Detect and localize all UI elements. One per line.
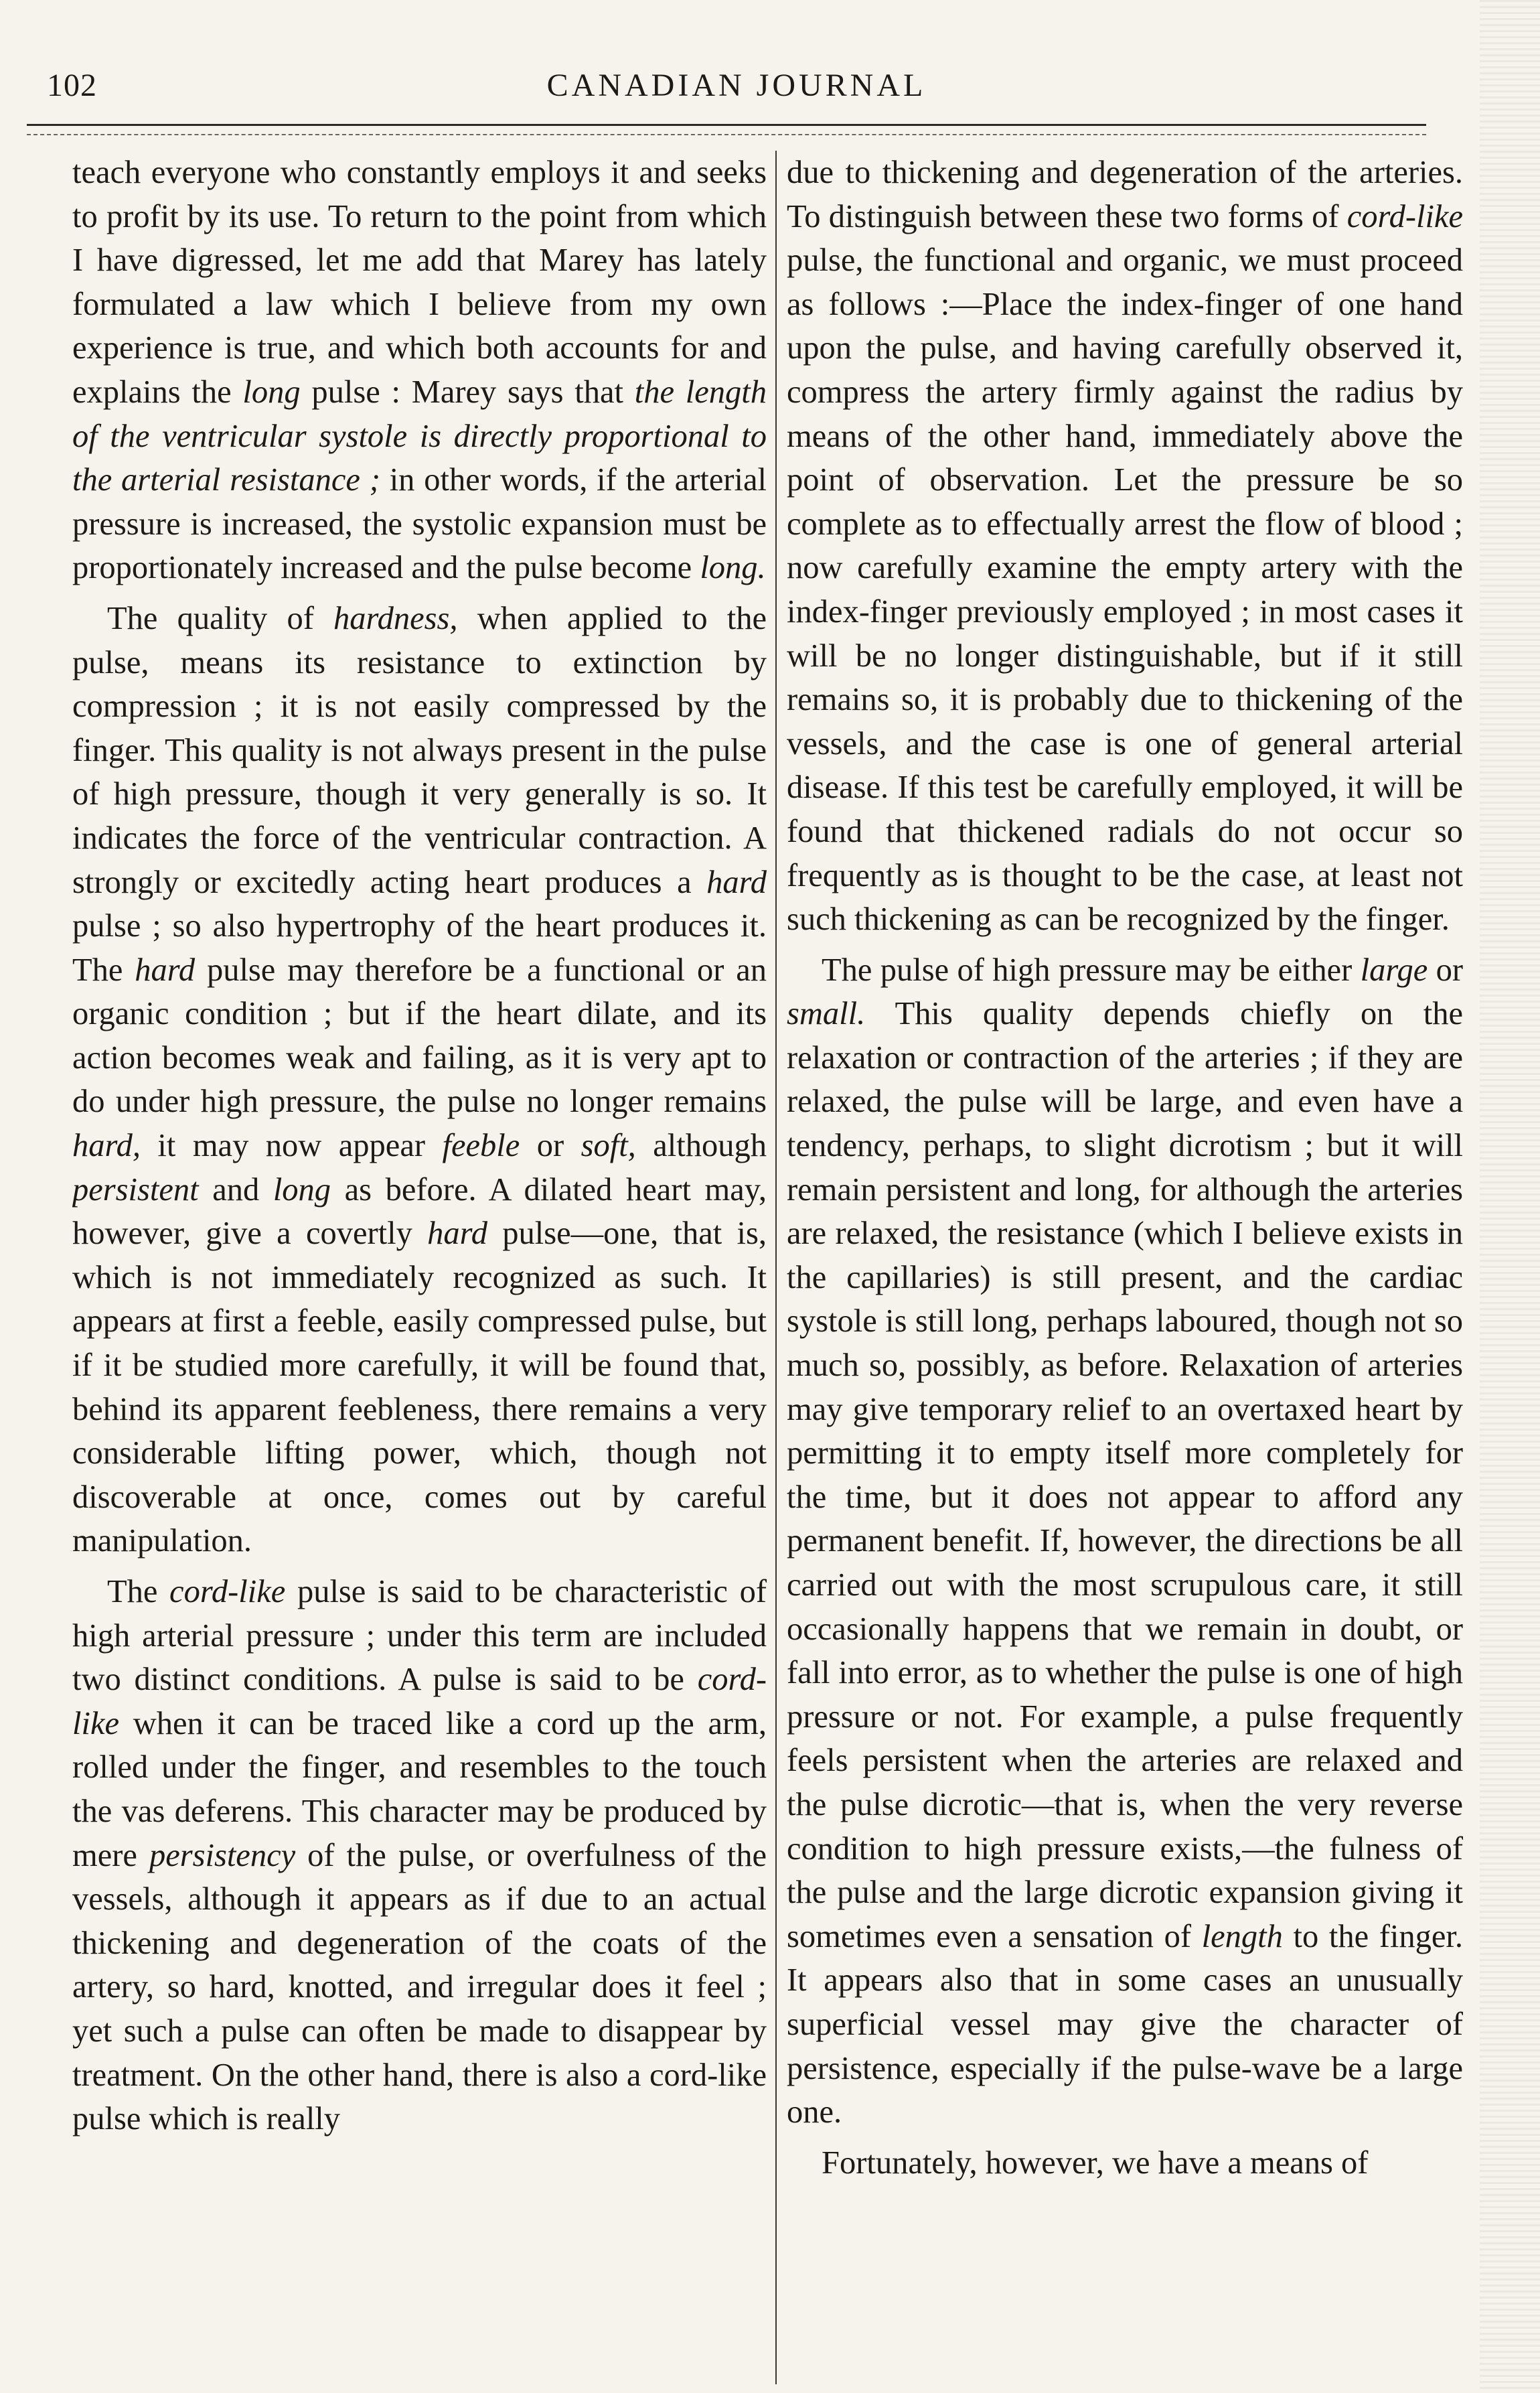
header-rule xyxy=(27,124,1426,126)
running-head: CANADIAN JOURNAL xyxy=(546,68,927,103)
left-paragraph-3: The cord-like pulse is said to be characteristic of high arterial pressure ; under this term are included two distinct conditions. A pulse is said to be cord-like when it can be traced like a cord up the arm, rolled under the finger, and resembles to the touch the vas deferens. This character may be produced by mere persistency of the pulse, or overfulness of the vessels, although it appears as if due to an actual thickening and degeneration of the coats of the artery, so hard, knotted, and irregular does it feel ; yet such a pulse can often be made to disappear by treatment. On the other hand, there is also a cord-like pulse which is really xyxy=(72,1574,767,2137)
page-header xyxy=(47,60,1426,127)
left-column xyxy=(72,151,767,2374)
right-paragraph-3: Fortunately, however, we have a means of xyxy=(822,2145,1369,2181)
page-number: 102 xyxy=(47,68,97,103)
right-paragraph-2: The pulse of high pressure may be either large or small. This quality depends chiefly on the relaxation or contraction of the arteries ; if they are relaxed, the pulse will be large, and even have a tendency, perhaps, to slight dicrotism ; but it will remain persistent and long, for although the arteries are relaxed, the resistance (which I believe exists in the capillaries) is still present, and the cardiac systole is still long, perhaps laboured, though not so much so, possibly, as before. Relaxation of arteries may give temporary relief to an overtaxed heart by permitting it to empty itself more completely for the time, but it does not appear to afford any permanent benefit. If, however, the directions be all carried out with the most scrupulous care, it still occasionally happens that we remain in doubt, or fall into error, as to whether the pulse is one of high pressure or not. For example, a pulse frequently feels persistent when the arteries are relaxed and the pulse dicrotic—that is, when the very reverse condition to high pressure exists,—the fulness of the pulse and the large dicrotic expansion giving it sometimes even a sensation of length to the finger. It appears also that in some cases an unusually superficial vessel may give the character of persistence, especially if the pulse-wave be a large one. xyxy=(787,952,1463,2130)
left-paragraph-1: teach everyone who constantly employs it and seeks to profit by its use. To return to the point from which I have digressed, let me add that Marey has lately formulated a law which I believe from my own experience is true, and which both accounts for and explains the long pulse : Marey says that the length of the ventricular systole is directly proportional to the arterial resistance ; in other words, if the arterial pressure is increased, the systolic expansion must be proportionately increased and the pulse become long. xyxy=(72,155,767,586)
header-rule-dashed xyxy=(27,134,1426,135)
right-column xyxy=(787,151,1463,2374)
right-paragraph-1: due to thickening and degeneration of the arteries. To distinguish between these two forms of cord-like pulse, the functional and organic, we must proceed as follows :—Place the index-finger of one hand upon the pulse, and having carefully observed it, compress the artery firmly against the radius by means of the other hand, immediately above the point of observation. Let the pressure be so complete as to effectually arrest the flow of blood ; now carefully examine the empty artery with the index-finger previously employed ; in most cases it will be no longer distinguishable, but if it still remains so, it is probably due to thickening of the vessels, and the case is one of general arterial disease. If this test be carefully employed, it will be found that thickened radials do not occur so frequently as is thought to be the case, at least not such thickening as can be recognized by the finger. xyxy=(787,155,1463,938)
column-divider xyxy=(775,151,777,2384)
left-paragraph-2: The quality of hardness, when applied to the pulse, means its resistance to extinction by compression ; it is not easily compressed by the finger. This quality is not always present in the pulse of high pressure, though it very generally is so. It indicates the force of the ventricular contraction. A strongly or excitedly acting heart produces a hard pulse ; so also hypertrophy of the heart produces it. The hard pulse may therefore be a functional or an organic condition ; but if the heart dilate, and its action becomes weak and failing, as it is very apt to do under high pressure, the pulse no longer remains hard, it may now appear feeble or soft, although persistent and long as before. A dilated heart may, however, give a covertly hard pulse—one, that is, which is not immediately recognized as such. It appears at first a feeble, easily compressed pulse, but if it be studied more carefully, it will be found that, behind its apparent feebleness, there remains a very considerable lifting power, which, though not discoverable at once, comes out by careful manipulation. xyxy=(72,600,767,1559)
page-edge-texture xyxy=(1480,0,1540,2393)
